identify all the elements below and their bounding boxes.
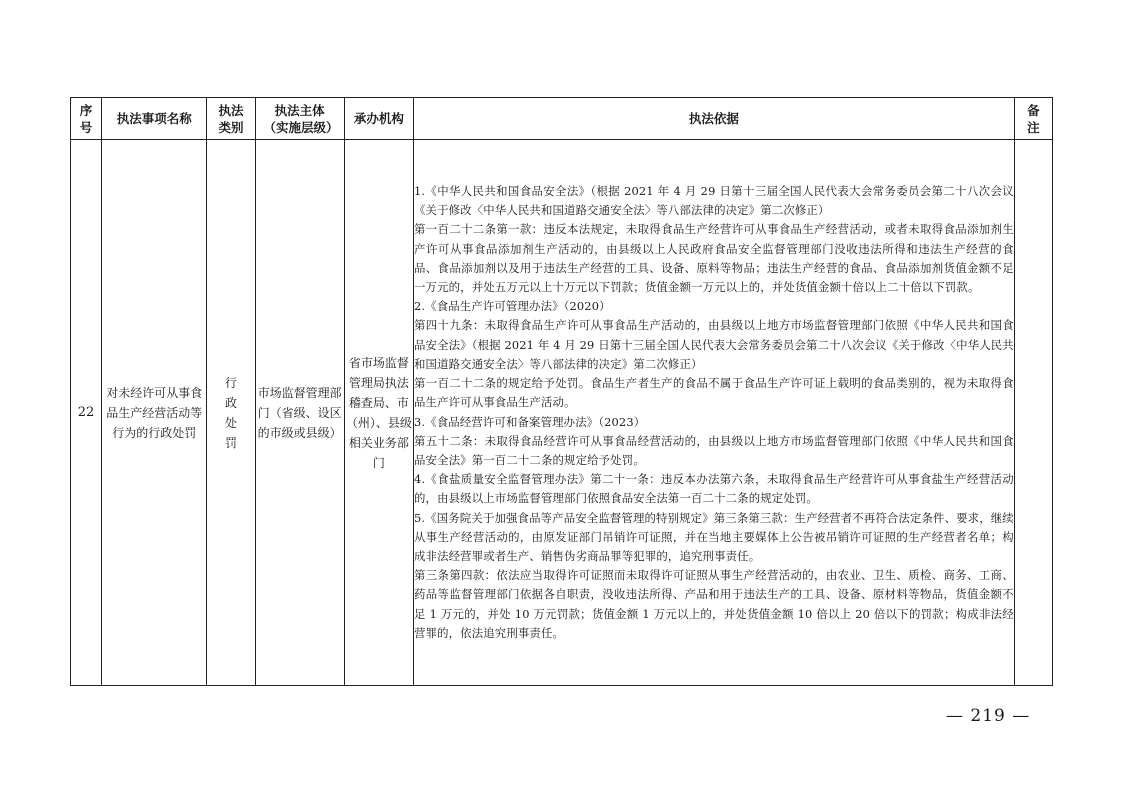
table-header-row [71,98,1053,140]
basis-paragraph: 第一百二十二条的规定给予处罚。食品生产者生产的食品不属于食品生产许可证上载明的食品类别的，视为未取得食品生产许可从事食品生产活动。 [414,376,1014,410]
basis-paragraph: 1.《中华人民共和国食品安全法》（根据 2021 年 4 月 29 日第十三届全国人民代表大会常务委员会第二十八次会议《关于修改〈中华人民共和国道路交通安全法〉等八部法律的决定》第二次修正） [414,184,1014,218]
header-name: 执法事项名称 [102,98,207,140]
row-legal-basis [414,140,1015,686]
basis-paragraph: 2.《食品生产许可管理办法》（2020） [414,299,611,314]
row-seq: 22 [71,140,102,686]
basis-paragraph: 5.《国务院关于加强食品等产品安全监督管理的特别规定》第三条第三款：生产经营者不再符合法定条件、要求，继续从事生产经营活动的，由原发证部门吊销许可证照，并在当地主要媒体上公告被吊销许可证照的生产经营者名单；构成非法经营罪或者生产、销售伪劣商品罪等犯罪的，追究刑事责任。 [414,510,1014,563]
row-item-name: 对未经许可从事食品生产经营活动等行为的行政处罚 [102,140,207,686]
enforcement-table [70,97,1053,686]
basis-paragraph: 第三条第四款：依法应当取得许可证照而未取得许可证照从事生产经营活动的，由农业、卫生、质检、商务、工商、药品等监督管理部门依据各自职责，没收违法所得、产品和用于违法生产的工具、设备、原材料等物品，货值金额不足 1 万元的，并处 10 万元罚款；货值金额 1 万元以上的，并处货值金额 10 倍以上 20 倍以下的罚款；构成非法经营罪的，依法追究刑事责任。 [414,568,1014,640]
header-note: 备注 [1014,98,1052,140]
basis-paragraph: 第四十九条：未取得食品生产许可从事食品生产活动的，由县级以上地方市场监督管理部门依照《中华人民共和国食品安全法》（根据 2021 年 4 月 29 日第十三届全国人民代表大会常务委员会第二十八次会议《关于修改〈中华人民共和国道路交通安全法〉等八部法律的决定》第二次修正） [414,318,1014,371]
table-row [71,140,1053,686]
header-type: 执法类别 [207,98,255,140]
header-basis: 执法依据 [414,98,1015,140]
header-subject: 执法主体（实施层级） [255,98,344,140]
row-handling-org: 省市场监督管理局执法稽查局、市（州）、县级相关业务部门 [344,140,413,686]
page-number: — 219 — [946,706,1031,726]
row-note [1014,140,1052,686]
row-enforcement-subject: 市场监督管理部门（省级、设区的市级或县级） [255,140,344,686]
basis-paragraph: 第五十二条：未取得食品经营许可从事食品经营活动的，由县级以上地方市场监督管理部门依照《中华人民共和国食品安全法》第一百二十二条的规定给予处罚。 [414,433,1014,467]
basis-paragraph: 3.《食品经营许可和备案管理办法》（2023） [414,414,646,429]
basis-paragraph: 4.《食盐质量安全监督管理办法》第二十一条：违反本办法第六条，未取得食品生产经营许可从事食盐生产经营活动的，由县级以上市场监督管理部门依照食品安全法第一百二十二条的规定处罚。 [414,472,1014,506]
header-seq: 序号 [71,98,102,140]
header-org: 承办机构 [344,98,413,140]
basis-paragraph: 第一百二十二条第一款：违反本法规定，未取得食品生产经营许可从事食品生产经营活动，或者未取得食品添加剂生产许可从事食品添加剂生产活动的，由县级以上人民政府食品安全监督管理部门没收违法所得和违法生产经营的食品、食品添加剂以及用于违法生产经营的工具、设备、原料等物品；违法生产经营的食品、食品添加剂货值金额不足一万元的，并处五万元以上十万元以下罚款；货值金额一万元以上的，并处货值金额十倍以上二十倍以下罚款。 [414,222,1014,295]
row-enforcement-type: 行政处罚 [207,140,255,686]
